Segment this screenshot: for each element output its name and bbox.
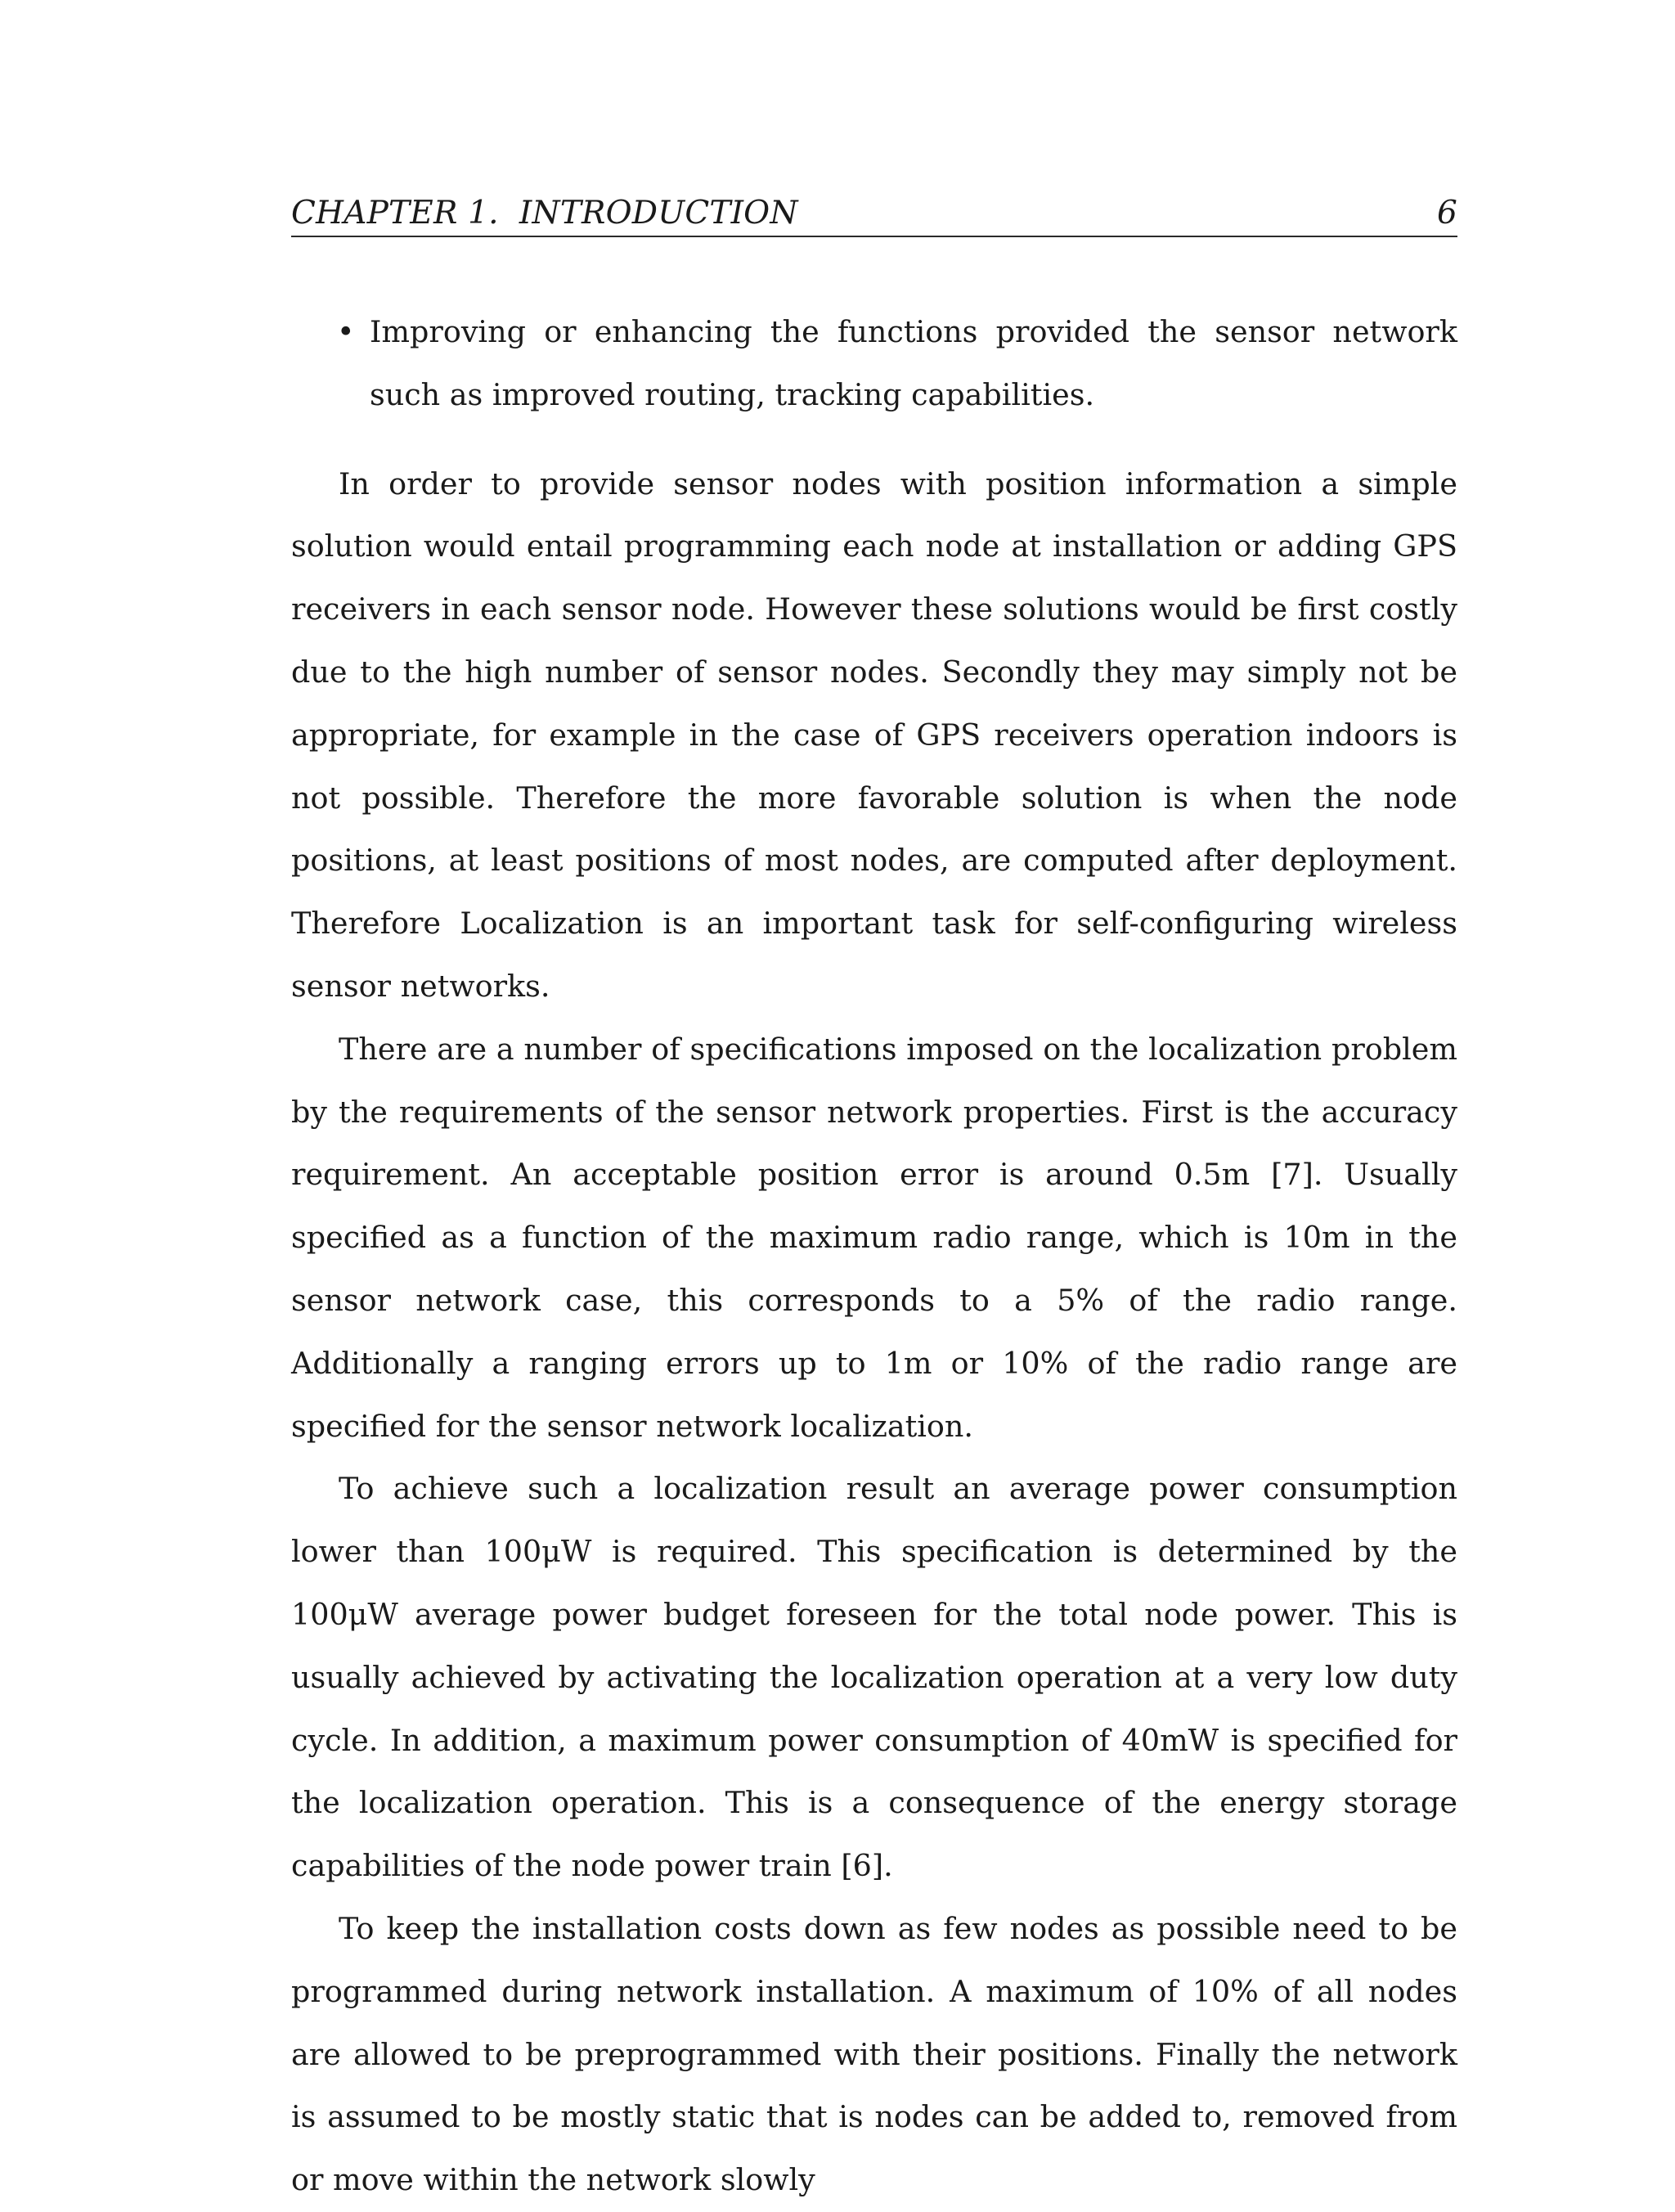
paragraph-accuracy-specifications: There are a number of specifications imposed on the localization problem by the requirements of the sensor network properties. First is the accuracy requirement. An acceptable position error is around 0.5m [7]. Usually specified as a function of the maximum radio range, which is 10m in the sensor network case, this corresponds to a 5% of the radio range. Additionally a ranging errors up to 1m or 10% of the radio range are specified for the sensor network localization.: [291, 1031, 1457, 1444]
paragraph-localization-motivation: In order to provide sensor nodes with position information a simple solution would entail programming each node at installation or adding GPS receivers in each sensor node. However these solutions would be first costly due to the high number of sensor nodes. Secondly they may simply not be appropriate, for example in the case of GPS receivers operation indoors is not possible. Therefore the more favorable solution is when the node positions, at least positions of most nodes, are computed after deployment. Therefore Localization is an important task for self-configuring wireless sensor networks.: [291, 465, 1457, 1004]
body-text: [291, 301, 1457, 2212]
paragraph-installation-costs: To keep the installation costs down as few nodes as possible need to be programmed during network installation. A maximum of 10% of all nodes are allowed to be preprogrammed with their positions. Finally the network is assumed to be mostly static that is nodes can be added to, removed from or move within the network slowly: [291, 1910, 1457, 2198]
paragraph-power-specifications: To achieve such a localization result an average power consumption lower than 100μW is required. This specification is determined by the 100μW average power budget foreseen for the total node power. This is usually achieved by activating the localization operation at a very low duty cycle. In addition, a maximum power consumption of 40mW is specified for the localization operation. This is a consequence of the energy storage capabilities of the node power train [6].: [291, 1471, 1457, 1884]
bullet-icon: •: [337, 314, 355, 349]
bullet-list: [291, 301, 1457, 427]
page-number: 6: [1436, 195, 1457, 232]
bullet-text: Improving or enhancing the functions provided the sensor network such as improved routing, tracking capabilities.: [370, 314, 1457, 412]
list-item: [291, 301, 1457, 427]
running-header: [291, 190, 1457, 237]
chapter-title: CHAPTER 1. INTRODUCTION: [291, 195, 798, 232]
